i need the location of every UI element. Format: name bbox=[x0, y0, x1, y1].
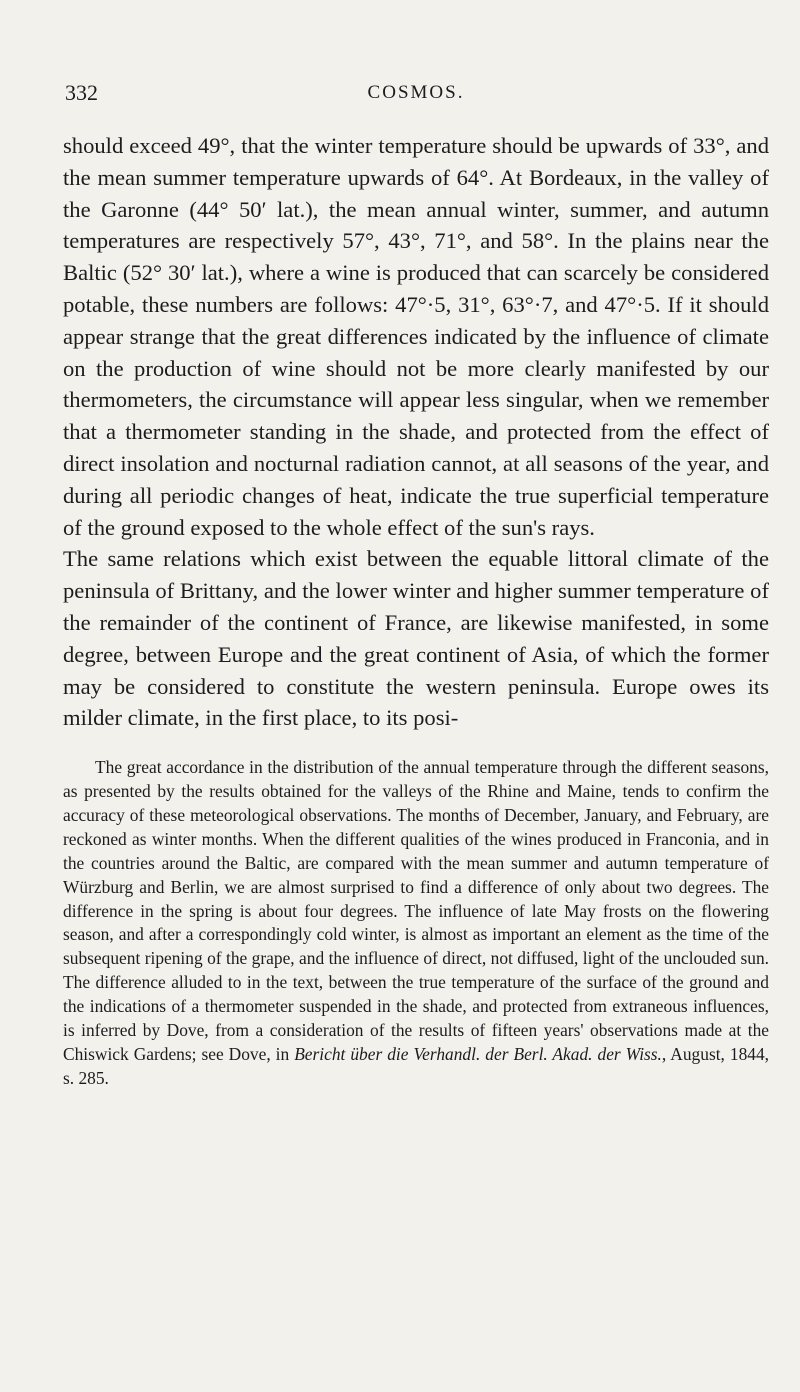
book-page bbox=[63, 80, 769, 1091]
footnote-text: The great accordance in the distribution of the annual temperature through the different seasons, as presented by the results obtained for the valleys of the Rhine and Maine, tends to confirm the accuracy of these meteorological observations. The months of December, January, and February, are reckoned as winter months. When the different qualities of the wines produced in Franconia, and in the countries around the Baltic, are compared with the mean summer and autumn temperature of Würzburg and Berlin, we are almost surprised to find a difference of only about two degrees. The difference in the spring is about four degrees. The influence of late May frosts on the flowering season, and after a correspondingly cold winter, is almost as important an element as the time of the subsequent ripening of the grape, and the influence of direct, not diffused, light of the unclouded sun. The difference alluded to in the text, between the true temperature of the surface of the ground and the indications of a thermometer suspended in the shade, and protected from extraneous influences, is inferred by Dove, from a consideration of the results of fifteen years' observations made at the Chiswick Gardens; see Dove, in bbox=[63, 757, 769, 1065]
paragraph-1: should exceed 49°, that the winter temperature should be upwards of 33°, and the mean summer temperature upwards of 64°. At Bordeaux, in the valley of the Garonne (44° 50′ lat.), the mean annual winter, summer, and autumn temperatures are respectively 57°, 43°, 71°, and 58°. In the plains near the Baltic (52° 30′ lat.), where a wine is produced that can scarcely be considered potable, these numbers are follows: 47°·5, 31°, 63°·7, and 47°·5. If it should appear strange that the great differences indicated by the influence of climate on the production of wine should not be more clearly manifested by our thermometers, the circumstance will appear less singular, when we remember that a thermometer standing in the shade, and protected from the effect of direct insolation and nocturnal radiation cannot, at all seasons of the year, and during all periodic changes of heat, indicate the true superficial temperature of the ground exposed to the whole effect of the sun's rays. bbox=[63, 133, 769, 540]
footnote bbox=[63, 756, 769, 1091]
page-header bbox=[63, 80, 769, 116]
paragraph-2: The same relations which exist between the equable littoral climate of the peninsula of Brittany, and the lower winter and higher summer temperature of the remainder of the continent of France, are likewise manifested, in some degree, between Europe and the great continent of Asia, of which the former may be considered to constitute the western peninsula. Europe owes its milder climate, in the first place, to its posi- bbox=[63, 546, 769, 731]
running-title: COSMOS. bbox=[367, 82, 465, 103]
page-number: 332 bbox=[65, 80, 98, 105]
footnote-citation: Bericht über die Verhandl. der Berl. Akad. der Wiss. bbox=[294, 1044, 662, 1065]
main-text bbox=[63, 130, 769, 734]
footnote-citation-end: , August, 1844, s. 285. bbox=[63, 1044, 770, 1088]
